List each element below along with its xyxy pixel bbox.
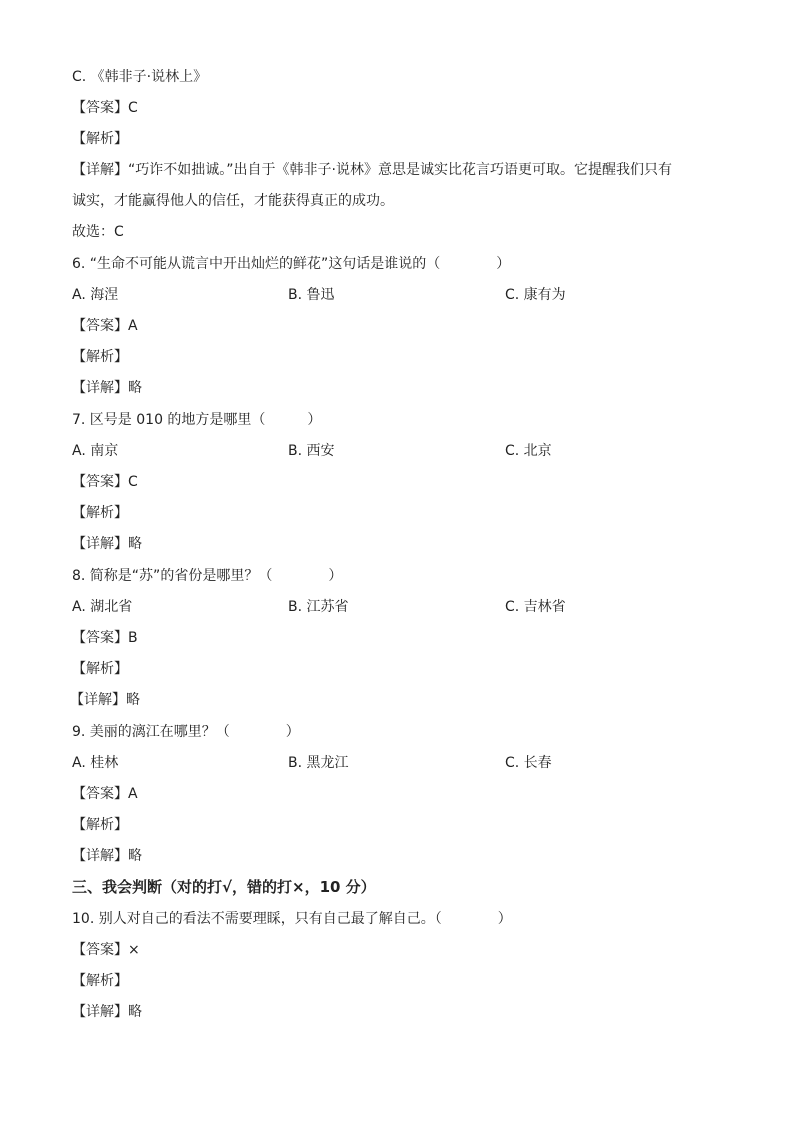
detail-q8: 【详解】略 bbox=[70, 692, 140, 708]
detail-q5-line1: 【详解】“巧诈不如拙诚。”出自于《韩非子·说林》意思是诚实比花言巧语更可取。它提醒我们只有 bbox=[72, 162, 672, 178]
analysis-label-q6: 【解析】 bbox=[72, 349, 128, 365]
analysis-label-q7: 【解析】 bbox=[72, 505, 128, 521]
detail-q5-line2: 诚实，才能赢得他人的信任，才能获得真正的成功。 bbox=[72, 193, 394, 209]
analysis-label-q8: 【解析】 bbox=[72, 661, 128, 677]
question-10: 10. 别人对自己的看法不需要理睬，只有自己最了解自己。（ ） bbox=[72, 911, 512, 927]
options-q8 bbox=[72, 596, 722, 618]
analysis-label-q9: 【解析】 bbox=[72, 817, 128, 833]
answer-q10: 【答案】× bbox=[72, 942, 140, 958]
analysis-label-q5: 【解析】 bbox=[72, 131, 128, 147]
option-b-q7: B. 西安 bbox=[288, 443, 335, 459]
detail-q9: 【详解】略 bbox=[72, 848, 142, 864]
options-q9 bbox=[72, 752, 722, 774]
answer-q9: 【答案】A bbox=[72, 786, 138, 802]
question-8: 8. 简称是“苏”的省份是哪里？（ ） bbox=[72, 568, 343, 584]
option-a-q6: A. 海涅 bbox=[72, 287, 119, 303]
answer-q5: 【答案】C bbox=[72, 100, 138, 116]
detail-q10: 【详解】略 bbox=[72, 1004, 142, 1020]
options-q7 bbox=[72, 440, 722, 462]
option-a-q9: A. 桂林 bbox=[72, 755, 119, 771]
answer-q7: 【答案】C bbox=[72, 474, 138, 490]
option-b-q9: B. 黑龙江 bbox=[288, 755, 349, 771]
option-c-q9: C. 长春 bbox=[505, 755, 552, 771]
choice-q5: 故选：C bbox=[72, 224, 124, 240]
analysis-label-q10: 【解析】 bbox=[72, 973, 128, 989]
section-3-heading: 三、我会判断（对的打√，错的打×，10 分） bbox=[72, 878, 376, 896]
option-a-q8: A. 湖北省 bbox=[72, 599, 133, 615]
option-c-q6: C. 康有为 bbox=[505, 287, 566, 303]
option-b-q6: B. 鲁迅 bbox=[288, 287, 335, 303]
question-9: 9. 美丽的漓江在哪里？（ ） bbox=[72, 724, 300, 740]
question-6: 6. “生命不可能从谎言中开出灿烂的鲜花”这句话是谁说的（ ） bbox=[72, 256, 511, 272]
option-b-q8: B. 江苏省 bbox=[288, 599, 349, 615]
question-7: 7. 区号是 010 的地方是哪里（ ） bbox=[72, 412, 322, 428]
detail-q7: 【详解】略 bbox=[72, 536, 142, 552]
answer-q6: 【答案】A bbox=[72, 318, 138, 334]
option-a-q7: A. 南京 bbox=[72, 443, 119, 459]
option-c-q7: C. 北京 bbox=[505, 443, 552, 459]
answer-q8: 【答案】B bbox=[72, 630, 138, 646]
options-q6 bbox=[72, 284, 722, 306]
detail-q6: 【详解】略 bbox=[72, 380, 142, 396]
option-c-q5: C. 《韩非子·说林上》 bbox=[72, 69, 208, 85]
option-c-q8: C. 吉林省 bbox=[505, 599, 566, 615]
